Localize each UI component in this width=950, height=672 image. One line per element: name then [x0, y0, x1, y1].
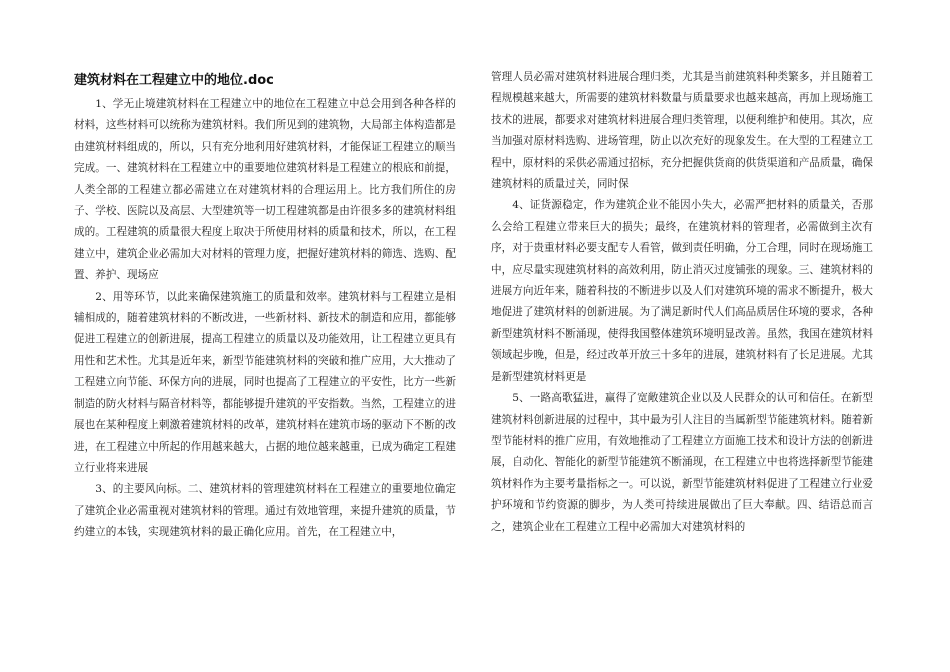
paragraph-3-continued: 管理人员必需对建筑材料进展合理归类，尤其是当前建筑料种类繁多，并且随着工程规模越来越大，所需要的建筑材料数量与质量要求也越来越高，再加上现场施工技术的进展，都要求对建筑材料进展合理归类管理，以便利维护和使用。其次，应当加强对原材料选购、进场管理，防止以次充好的现象发生。在大型的工程建立工程中，原材料的采供必需通过招标，充分把握供货商的供货渠道和产品质量，确保建筑材料的质量过关，同时保 — [491, 71, 873, 191]
paragraph-4: 4、证货源稳定，作为建筑企业不能因小失大，必需严把材料的质量关，否那么会给工程建立带来巨大的损失；最终，在建筑材料的管理者，必需做到主次有序，对于贵重材料必要支配专人看管，做到责任明确，分工合理，同时在现场施工中，应尽量实现建筑材料的高效利用，防止消灭过度铺张的现象。三、建筑材料的进展方向近年来，随着科技的不断进步以及人们对建筑环境的需求不断提升，极大地促进了建筑材料的创新进展。为了满足新时代人们高品质居住环境的要求，各种新型建筑材料不断涌现，使得我国整体建筑环境明显改善。虽然，我国在建筑材料领域起步晚，但是，经过改革开放三十多年的进展，建筑材料有了长足进展。尤其是新型建筑材料更是 — [491, 199, 873, 383]
left-text-column — [74, 94, 456, 544]
paragraph-3: 3、的主要风向标。二、建筑材料的管理建筑材料在工程建立的重要地位确定了建筑企业必需重视对建筑材料的管理。通过有效地管理，来提升建筑的质量，节约建立的本钱，实现建筑材料的最正确化应用。首先，在工程建立中， — [74, 483, 456, 539]
paragraph-2: 2、用等环节，以此来确保建筑施工的质量和效率。建筑材料与工程建立是相辅相成的，随着建筑材料的不断改进，一些新材料、新技术的制造和应用，都能够促进工程建立的创新进展，提高工程建立的质量以及功能效用，让工程建立更具有用性和艺术性。尤其是近年来，新型节能建筑材料的突破和推广应用，大大推动了工程建立向节能、环保方向的进展，同时也提高了工程建立的平安性，比方一些新制造的防火材料与隔音材料等，都能够提升建筑的平安指数。当然，工程建立的进展也在某种程度上刺激着建筑材料的改革，建筑材料在建筑市场的驱动下不断的改进，在工程建立中所起的作用越来越大，占据的地位越来越重，已成为确定工程建立行业将来进展 — [74, 290, 456, 474]
paragraph-1: 1、学无止境建筑材料在工程建立中的地位在工程建立中总会用到各种各样的材料，这些材料可以统称为建筑材料。我们所见到的建筑物，大局部主体构造都是由建筑材料组成的，所以，只有充分地利用好建筑材料，才能保证工程建立的顺当完成。一、建筑材料在工程建立中的重要地位建筑材料是工程建立的根底和前提，人类全部的工程建立都必需建立在对建筑材料的合理运用上。比方我们所住的房子、学校、医院以及高层、大型建筑等一切工程建筑都是由许很多多的建筑材料组成的。工程建筑的质量很大程度上取决于所使用材料的质量和技术，所以，在工程建立中，建筑企业必需加大对材料的管理力度，把握好建筑材料的筛选、选购、配置、养护、现场应 — [74, 98, 456, 282]
right-text-column — [491, 67, 873, 538]
document-title: 建筑材料在工程建立中的地位.doc — [74, 73, 274, 88]
paragraph-5: 5、一路高歌猛进，赢得了宽敞建筑企业以及人民群众的认可和信任。在新型建筑材料创新进展的过程中，其中最为引人注目的当属新型节能建筑材料。随着新型节能材料的推广应用，有效地推动了工程建立方面施工技术和设计方法的创新进展，自动化、智能化的新型节能建筑不断涌现，在工程建立中也将选择新型节能建筑材料作为主要考量指标之一。可以说，新型节能建筑材料促进了工程建立行业爱护环境和节约资源的脚步，为人类可持续进展做出了巨大奉献。四、结语总而言之，建筑企业在工程建立工程中必需加大对建筑材料的 — [491, 392, 873, 533]
